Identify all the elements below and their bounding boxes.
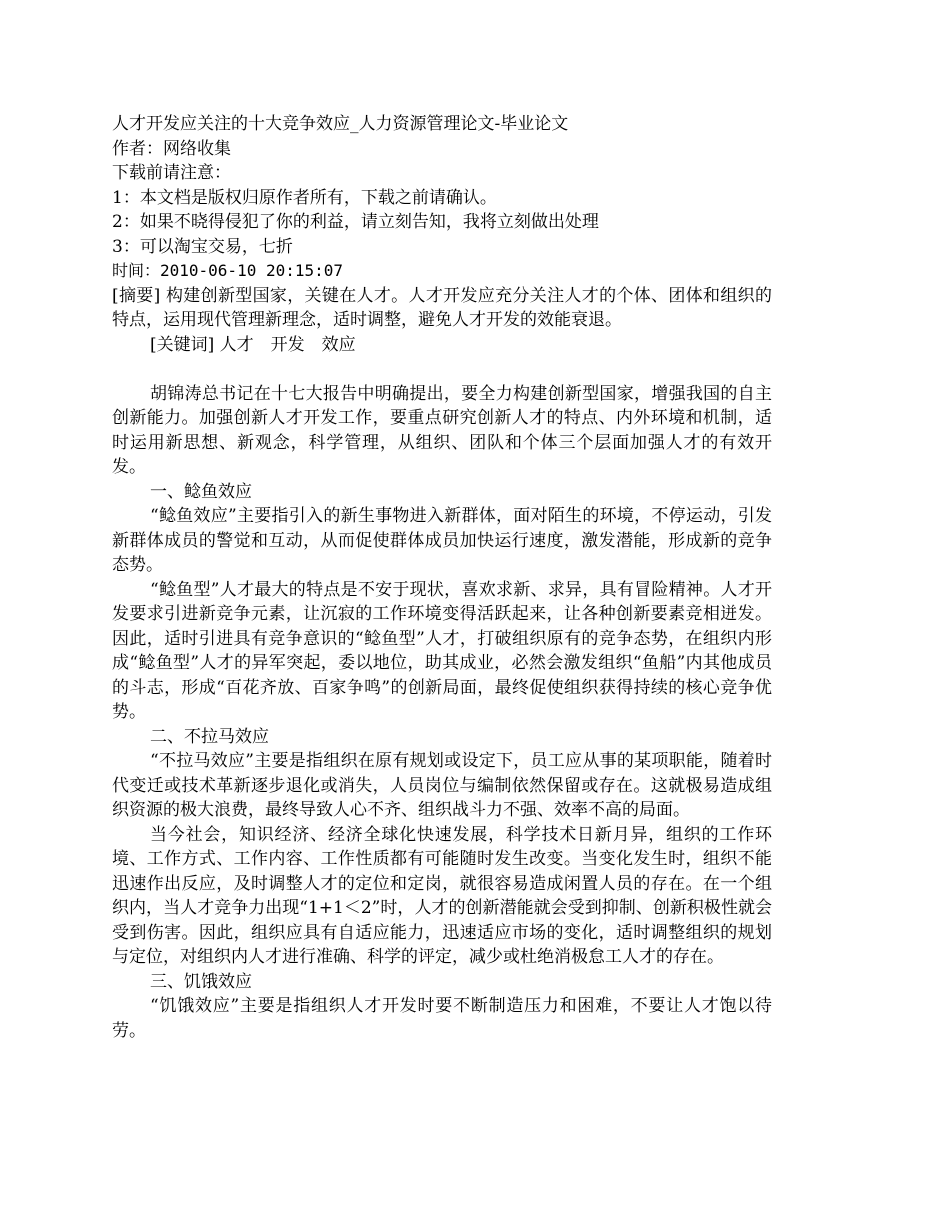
body-paragraph: “不拉马效应”主要是指组织在原有规划或设定下，员工应从事的某项职能，随着时代变迁或技术革新逐步退化或消失，人员岗位与编制依然保留或存在。这就极易造成组织资源的极大浪费，最终导致人心不齐、组织战斗力不强、效率不高的局面。 (112, 751, 772, 820)
author-line: 作者：网络收集 (112, 138, 231, 159)
section-heading: 二、不拉马效应 (150, 726, 269, 747)
body-paragraph: “鲶鱼型”人才最大的特点是不安于现状，喜欢求新、求异，具有冒险精神。人才开发要求引进新竞争元素，让沉寂的工作环境变得活跃起来，让各种创新要素竞相迸发。因此，适时引进具有竞争意识的“鲶鱼型”人才，打破组织原有的竞争态势，在组织内形成“鲶鱼型”人才的异军突起，委以地位，助其成业，必然会激发组织“鱼船”内其他成员的斗志，形成“百花齐放、百家争鸣”的创新局面，最终促使组织获得持续的核心竞争优势。 (112, 579, 772, 722)
document-page (112, 112, 772, 1043)
notice-item: 2：如果不晓得侵犯了你的利益，请立刻告知，我将立刻做出处理 (112, 212, 599, 232)
body-paragraph: 当今社会，知识经济、经济全球化快速发展，科学技术日新月异，组织的工作环境、工作方式、工作内容、工作性质都有可能随时发生改变。当变化发生时，组织不能迅速作出反应，及时调整人才的定位和定岗，就很容易造成闲置人员的存在。在一个组织内，当人才竞争力出现“1+1＜2”时，人才的创新潜能就会受到抑制、创新积极性就会受到伤害。因此，组织应具有自适应能力，迅速适应市场的变化，适时调整组织的规划与定位，对组织内人才进行准确、科学的评定，减少或杜绝消极怠工人才的存在。 (112, 824, 772, 967)
document-meta (112, 112, 772, 284)
notice-item: 1：本文档是版权归原作者所有，下载之前请确认。 (112, 187, 497, 208)
blank-line (112, 357, 772, 382)
timestamp: 时间：2010-06-10 20:15:07 (112, 261, 344, 280)
abstract: [摘要] 构建创新型国家，关键在人才。人才开发应充分关注人才的个体、团体和组织的特点，运用现代管理新理念，适时调整，避免人才开发的效能衰退。 (112, 285, 772, 330)
section-heading: 一、鲶鱼效应 (150, 481, 252, 502)
body-paragraph: “饥饿效应”主要是指组织人才开发时要不断制造压力和困难，不要让人才饱以待劳。 (112, 996, 772, 1041)
document-title: 人才开发应关注的十大竞争效应_人力资源管理论文-毕业论文 (112, 114, 569, 134)
keywords: [关键词] 人才 开发 效应 (150, 334, 356, 355)
section-heading: 三、饥饿效应 (150, 971, 252, 992)
notice-item: 3：可以淘宝交易，七折 (112, 236, 293, 257)
notice-header: 下载前请注意： (112, 163, 231, 183)
intro-paragraph: 胡锦涛总书记在十七大报告中明确提出，要全力构建创新型国家，增强我国的自主创新能力。加强创新人才开发工作，要重点研究创新人才的特点、内外环境和机制，适时运用新思想、新观念，科学管理，从组织、团队和个体三个层面加强人才的有效开发。 (112, 383, 772, 477)
body-paragraph: “鲶鱼效应”主要指引入的新生事物进入新群体，面对陌生的环境，不停运动，引发新群体成员的警觉和互动，从而促使群体成员加快运行速度，激发潜能，形成新的竞争态势。 (112, 506, 772, 575)
